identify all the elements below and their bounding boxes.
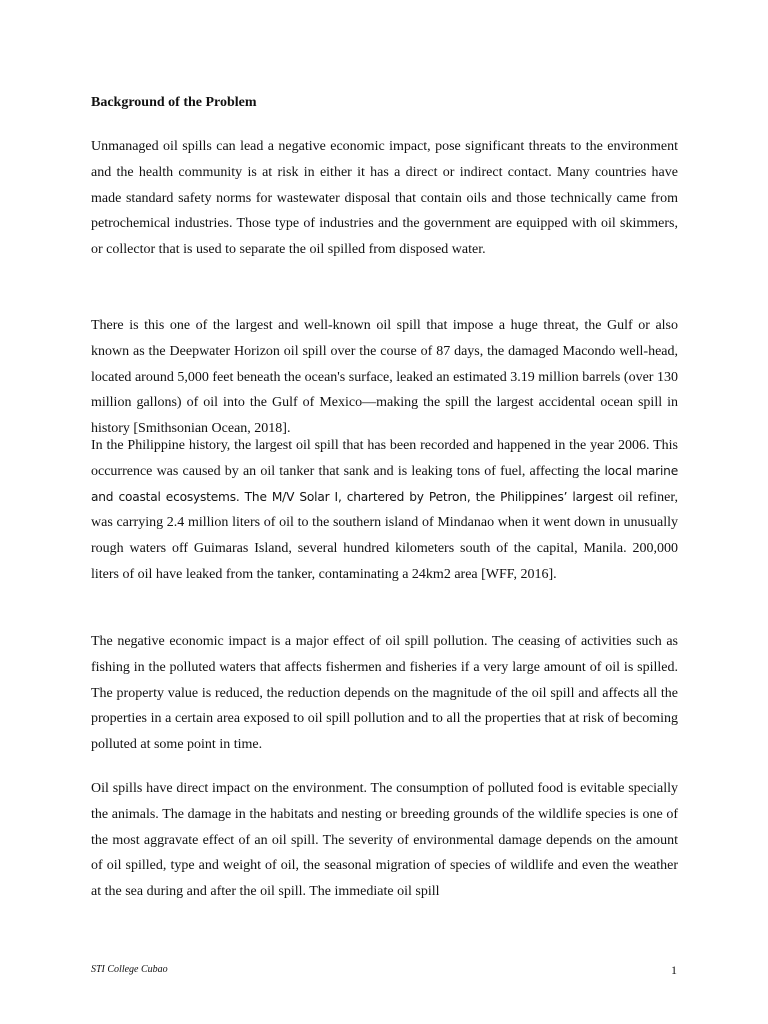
paragraph-deepwater-horizon: There is this one of the largest and well-known oil spill that impose a huge threat, the Gulf or also known as the Deepwater Horizon oil spill over the course of 87 days, the damaged Macondo well-head, located around 5,000 feet beneath the ocean's surface, leaked an estimated 3.19 million barrels (over 130 million gallons) of oil into the Gulf of Mexico—making the spill the largest accidental ocean spill in history [Smithsonian Ocean, 2018]. <box>91 318 678 437</box>
section-heading: Background of the Problem <box>91 95 257 110</box>
paragraph-environmental-impact: Oil spills have direct impact on the environment. The consumption of polluted food is evitable specially the animals. The damage in the habitats and nesting or breeding grounds of the wildlife species is one of the most aggravate effect of an oil spill. The severity of environmental damage depends on the amount of oil spilled, type and weight of oil, the seasonal migration of species of wildlife and even the weather at the sea during and after the oil spill. The immediate oil spill <box>91 781 678 900</box>
paragraph-philippine-spill-part-3: oil refiner, was carrying 2.4 million liters of oil to the southern island of Mindanao when it went down in unusually rough waters off Guimaras Island, several hundred kilometers south of the capital, Manila. 200,000 liters of oil have leaked from the tanker, contaminating a 24km2 area [WFF, 2016]. <box>91 489 678 582</box>
paragraph-oil-spill-impact: Unmanaged oil spills can lead a negative economic impact, pose significant threats to the environment and the health community is at risk in either it has a direct or indirect contact. Many countries have made standard safety norms for wastewater disposal that contain oils and those technically came from petrochemical industries. Those type of industries and the government are equipped with oil skimmers, or collector that is used to separate the oil spilled from disposed water. <box>91 139 678 258</box>
paragraph-philippine-spill-part-2: local marine and coastal ecosystems. The M/V Solar I, chartered by Petron, the Philippines’ largest <box>91 463 678 504</box>
paragraph-economic-impact: The negative economic impact is a major effect of oil spill pollution. The ceasing of activities such as fishing in the polluted waters that affects fishermen and fisheries if a very large amount of oil is spilled. The property value is reduced, the reduction depends on the magnitude of the oil spill and affects all the properties in a certain area exposed to oil spill pollution and to all the properties that at risk of becoming polluted at some point in time. <box>91 634 678 753</box>
footer-institution: STI College Cubao <box>91 964 168 975</box>
paragraph-philippine-spill-part-1: In the Philippine history, the largest oil spill that has been recorded and happened in the year 2006. This occurrence was caused by an oil tanker that sank and is leaking tons of fuel, affecting the <box>91 438 678 479</box>
footer-page-number: 1 <box>671 963 677 977</box>
paragraph-philippine-spill <box>91 433 678 588</box>
